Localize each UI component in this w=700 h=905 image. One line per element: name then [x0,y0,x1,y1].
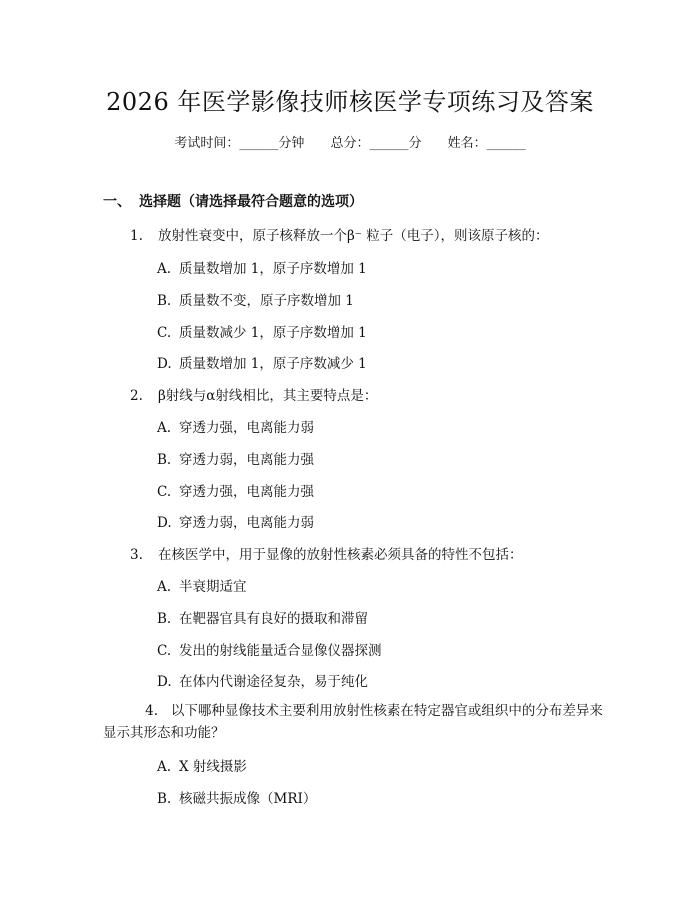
exam-name: 姓名：______ [447,136,526,151]
exam-time: 考试时间：______分钟 [174,136,305,151]
question-2-option-b: B. 穿透力弱，电离能力强 [157,452,314,468]
question-2-option-c: C. 穿透力强，电离能力强 [157,484,314,500]
question-text: β射线与α射线相比，其主要特点是： [158,388,378,404]
question-2-option-d: D. 穿透力弱，电离能力弱 [157,515,314,531]
section-heading [103,191,363,211]
question-2-option-a: A. 穿透力强，电离能力弱 [157,420,314,436]
section-title: 选择题（请选择最符合题意的选项） [139,194,363,210]
question-number: 1. [130,228,143,244]
exam-score: 总分：______分 [330,136,422,151]
question-4-option-b: B. 核磁共振成像（MRI） [157,791,317,807]
question-1 [130,224,548,244]
section-number: 一、 [103,194,131,210]
question-1-option-a: A. 质量数增加 1，原子序数增加 1 [157,261,367,277]
exam-meta [0,132,700,151]
question-3-option-d: D. 在体内代谢途径复杂，易于纯化 [157,674,368,690]
question-text: 以下哪种显像技术主要利用放射性核素在特定器官或组织中的分布差异来 [170,703,603,719]
question-number: 4. [145,703,158,719]
page-title: 2026 年医学影像技师核医学专项练习及答案 [106,88,594,116]
question-4-line-2: 显示其形态和功能？ [103,725,225,741]
question-text: 在核医学中，用于显像的放射性核素必须具备的特性不包括： [158,547,523,563]
question-number: 2. [130,388,143,404]
question-text: 放射性衰变中，原子核释放一个β⁻ 粒子（电子），则该原子核的： [158,228,549,244]
question-3-option-a: A. 半衰期适宜 [157,579,247,595]
question-3-option-b: B. 在靶器官具有良好的摄取和滞留 [157,611,368,627]
question-3 [130,543,523,563]
question-4 [103,700,613,744]
question-4-line-1 [103,700,613,722]
question-4-option-a: A. X 射线摄影 [157,759,247,775]
question-1-option-c: C. 质量数减少 1，原子序数增加 1 [157,325,367,341]
question-2 [130,384,377,404]
question-1-option-b: B. 质量数不变，原子序数增加 1 [157,293,354,309]
question-3-option-c: C. 发出的射线能量适合显像仪器探测 [157,643,382,659]
question-number: 3. [130,547,143,563]
question-1-option-d: D. 质量数增加 1，原子序数减少 1 [157,356,367,372]
